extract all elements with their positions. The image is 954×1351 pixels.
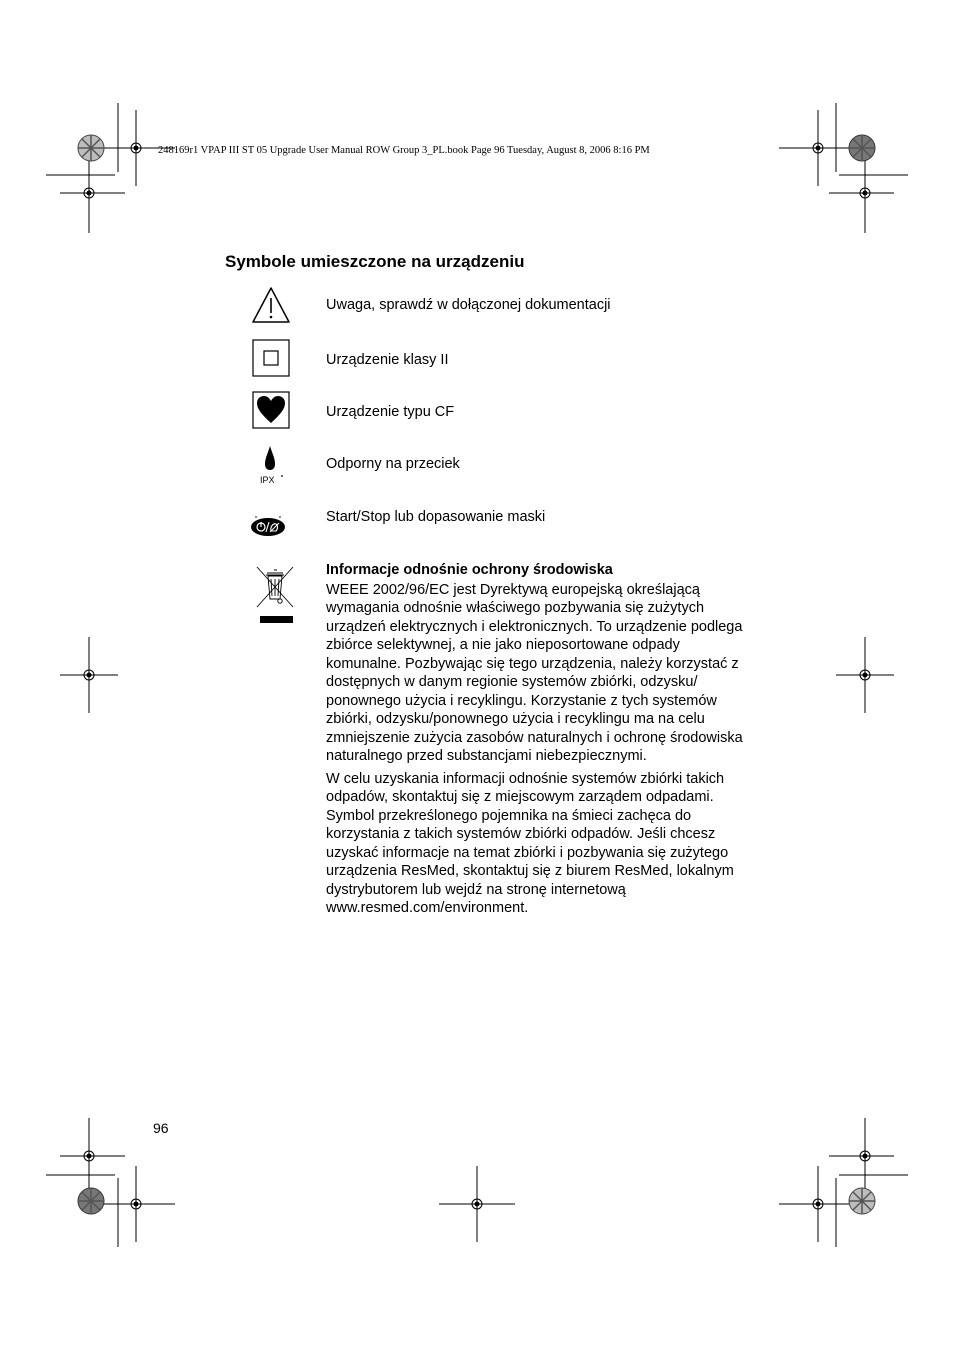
crossed-out-bin-icon — [253, 563, 297, 625]
symbol-label-type-cf: Urządzenie typu CF — [326, 404, 455, 420]
section-title: Symbole umieszczone na urządzeniu — [225, 252, 525, 271]
svg-text:IPX: IPX — [260, 475, 275, 485]
symbol-label-start-stop: Start/Stop lub dopasowanie maski — [326, 509, 546, 525]
start-stop-mask-fit-icon — [249, 515, 287, 539]
symbol-label-class-ii: Urządzenie klasy II — [326, 352, 449, 368]
running-header: 248169r1 VPAP III ST 05 Upgrade User Manual ROW Group 3_PL.book Page 96 Tuesday, August 8, 2006 8:16 PM — [158, 145, 650, 156]
environment-paragraph-1: WEEE 2002/96/EC jest Dyrektywą europejską określającą wymagania odnośnie właściwego pozbywania się zużytych urządzeń elektrycznych i elektronicznych. To urządzenie podlega zbiórce selektywnej, a nie jako nieposortowane odpady komunalne. Pozbywając się tego urządzenia, należy korzystać z dostępnych w danym regionie systemów zbiórki, odzysku/ ponownego użycia i recyklingu. Korzystanie z tych systemów zbiórki, odzysku/ponownego użycia i recyklingu ma na celu zmniejszenie zużycia zasobów naturalnych i ochronę środowiska naturalnego przed substancjami niebezpiecznymi. — [326, 581, 743, 764]
environment-heading: Informacje odnośnie ochrony środowiska — [326, 562, 613, 578]
type-cf-heart-icon — [252, 391, 290, 429]
environment-paragraph-2: W celu uzyskania informacji odnośnie systemów zbiórki takich odpadów, skontaktuj się z miejscowym zarządem odpadami. Symbol przekreślonego pojemnika na śmieci zachęca do korzystania z takich systemów zbiórki odpadów. Jeśli chcesz uzyskać informacje na temat zbiórki i pozbywania się zużytego urządzenia ResMed, skontaktuj się z biurem ResMed, lokalnym dystrybutorem lub wejdź na stronę internetową www.resmed.com/environment. — [326, 770, 734, 916]
drip-proof-ipx-icon — [256, 443, 288, 487]
symbol-label-warning: Uwaga, sprawdź w dołączonej dokumentacji — [326, 297, 611, 313]
class-ii-double-square-icon — [252, 339, 290, 377]
environment-info-block — [326, 561, 756, 922]
warning-triangle-icon — [251, 285, 291, 325]
symbol-label-drip-proof: Odporny na przeciek — [326, 456, 460, 472]
page-number: 96 — [153, 1120, 169, 1136]
